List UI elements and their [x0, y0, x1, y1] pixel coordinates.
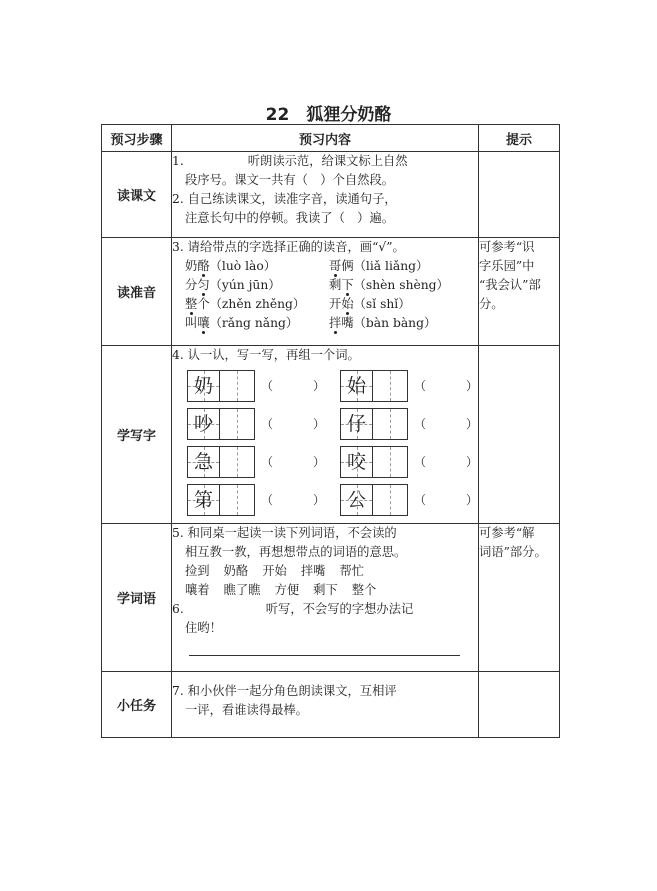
step-label: 读准音: [102, 238, 172, 346]
tip-cell: [479, 152, 560, 238]
content-text: 听写，不会写的字想办法记: [265, 602, 414, 616]
word-blank[interactable]: （ ）: [414, 416, 479, 431]
char-row: [172, 483, 478, 517]
word-blank[interactable]: （ ）: [414, 378, 479, 393]
page-title: 22 狐狸分奶酪: [265, 105, 392, 125]
tip-cell: [479, 524, 560, 672]
word-list: 嚷着 瞧了瞧 方便 剩下 整个: [185, 583, 377, 597]
table-row: [102, 524, 560, 672]
char-practice: [172, 369, 478, 517]
content-cell: [172, 672, 479, 738]
content-text: 相互教一教，再想想带点的词语的意思。: [185, 545, 407, 559]
content-cell: [172, 238, 479, 346]
word-blank[interactable]: （ ）: [261, 454, 326, 469]
writing-grid[interactable]: 咬: [340, 446, 408, 478]
char-row: [172, 407, 478, 441]
content-cell: [172, 152, 479, 238]
content-text: 听朗读示范，给课文标上自然: [247, 154, 408, 168]
content-text: 2. 自己练读课文，读准字音，读通句子，: [172, 192, 397, 206]
writing-grid[interactable]: 奶: [187, 370, 255, 402]
char-row: [172, 369, 478, 403]
content-cell: [172, 524, 479, 672]
content-text: 一评，看谁读得最棒。: [185, 703, 308, 717]
writing-grid[interactable]: 第: [187, 484, 255, 516]
tip-cell: [479, 238, 560, 346]
word-blank[interactable]: （ ）: [261, 378, 326, 393]
table-row: [102, 238, 560, 346]
tip-cell: [479, 346, 560, 524]
header-step: 预习步骤: [102, 125, 172, 152]
tip-cell: [479, 672, 560, 738]
step-label: 学词语: [102, 524, 172, 672]
tip-text: “我会认”部: [479, 278, 541, 292]
word-blank[interactable]: （ ）: [261, 492, 326, 507]
word-blank[interactable]: （ ）: [414, 492, 479, 507]
writing-grid[interactable]: 急: [187, 446, 255, 478]
word-blank[interactable]: （ ）: [261, 416, 326, 431]
item-number: 1.: [172, 154, 184, 168]
writing-grid[interactable]: 吵: [187, 408, 255, 440]
content-text: 注意长句中的停顿。我读了（ ）遍。: [185, 211, 395, 225]
step-label: 小任务: [102, 672, 172, 738]
table-row: [102, 672, 560, 738]
word-list: 捡到 奶酪 开始 拌嘴 帮忙: [185, 564, 365, 578]
content-cell: [172, 346, 479, 524]
pinyin-row: 分匀（yún jūn） 剩下（shèn shèng）: [185, 278, 449, 292]
content-text: 住哟！: [185, 621, 222, 635]
tip-text: 字乐园”中: [479, 259, 535, 273]
pinyin-row: 整个（zhěn zhěng） 开始（sǐ shǐ）: [185, 297, 411, 311]
step-label: 学写字: [102, 346, 172, 524]
content-text: 4. 认一认，写一写，再组一个词。: [172, 348, 360, 362]
table-header-row: [102, 125, 560, 152]
tip-text: 分。: [479, 297, 504, 311]
preview-table: [101, 124, 560, 738]
tip-text: 词语”部分。: [479, 545, 547, 559]
pinyin-row: 叫嚷（rǎng nǎng） 拌嘴（bàn bàng）: [185, 316, 437, 330]
writing-grid[interactable]: 始: [340, 370, 408, 402]
content-text: 7. 和小伙伴一起分角色朗读课文，互相评: [172, 684, 397, 698]
content-text: 5. 和同桌一起读一读下列词语，不会读的: [172, 526, 397, 540]
word-blank[interactable]: （ ）: [414, 454, 479, 469]
header-tip: 提示: [479, 125, 560, 152]
writing-grid[interactable]: 仔: [340, 408, 408, 440]
table-row: [102, 152, 560, 238]
header-content: 预习内容: [172, 125, 479, 152]
tip-text: 可参考“识: [479, 240, 535, 254]
step-label: 读课文: [102, 152, 172, 238]
content-text: 段序号。课文一共有（ ）个自然段。: [185, 173, 395, 187]
content-text: 3. 请给带点的字选择正确的读音，画“√”。: [172, 240, 405, 254]
item-number: 6.: [172, 602, 184, 616]
char-row: [172, 445, 478, 479]
pinyin-row: 奶酪（luò lào） 哥俩（liǎ liǎng）: [185, 259, 429, 273]
table-row: [102, 346, 560, 524]
writing-grid[interactable]: 公: [340, 484, 408, 516]
answer-line[interactable]: [189, 654, 460, 656]
tip-text: 可参考“解: [479, 526, 535, 540]
